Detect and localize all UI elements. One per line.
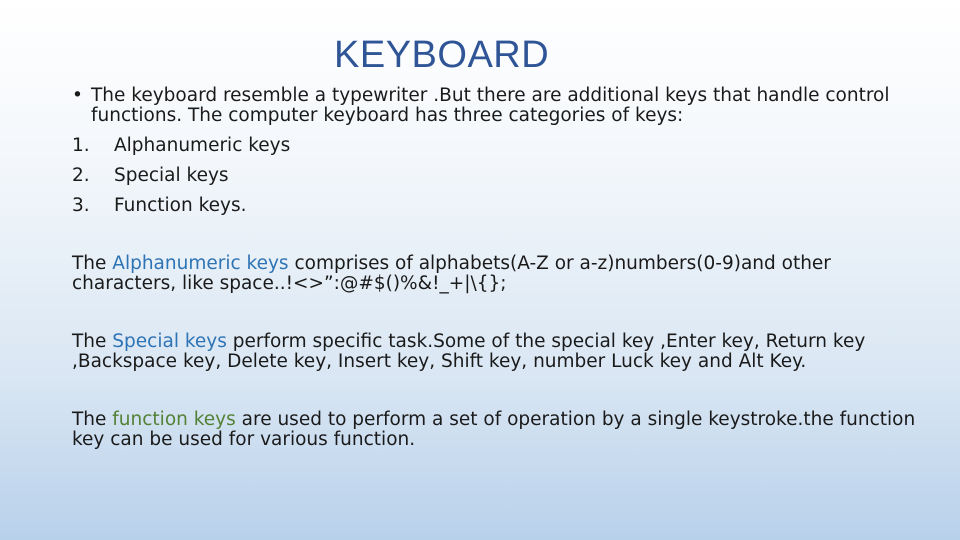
paragraph-lead: The [72, 409, 113, 430]
category-number: 1. [72, 135, 90, 156]
function-highlight: function keys [112, 409, 236, 430]
alphanumeric-highlight: Alphanumeric keys [112, 253, 289, 274]
category-item [72, 136, 932, 156]
bullet-dot-icon: • [72, 85, 83, 106]
paragraph-lead: The [72, 253, 113, 274]
special-highlight: Special keys [112, 331, 227, 352]
slide-content [72, 86, 932, 450]
category-item [72, 196, 932, 216]
category-item [72, 166, 932, 186]
special-paragraph [72, 332, 932, 372]
category-number: 2. [72, 165, 90, 186]
category-label: Special keys [114, 165, 229, 186]
category-label: Alphanumeric keys [114, 135, 291, 156]
category-number: 3. [72, 195, 90, 216]
intro-text: The keyboard resemble a typewriter .But there are additional keys that handle control functions. The computer keyboard has three categories of keys: [91, 85, 890, 126]
paragraph-body: comprises of alphabets(A-Z or a-z)numbers(0-9)and other characters, like space..!<>”:@#$()%&!_+|\{}; [72, 253, 831, 294]
function-paragraph [72, 410, 932, 450]
paragraph-body: are used to perform a set of operation by a single keystroke.the function key can be used for various function. [72, 409, 916, 450]
category-label: Function keys. [114, 195, 247, 216]
paragraph-lead: The [72, 331, 113, 352]
alphanumeric-paragraph [72, 254, 932, 294]
paragraph-body: perform specific task.Some of the special key ,Enter key, Return key ,Backspace key, Delete key, Insert key, Shift key, number Luck key and Alt Key. [72, 331, 866, 372]
intro-bullet [72, 86, 932, 126]
slide-title: KEYBOARD [334, 34, 550, 76]
